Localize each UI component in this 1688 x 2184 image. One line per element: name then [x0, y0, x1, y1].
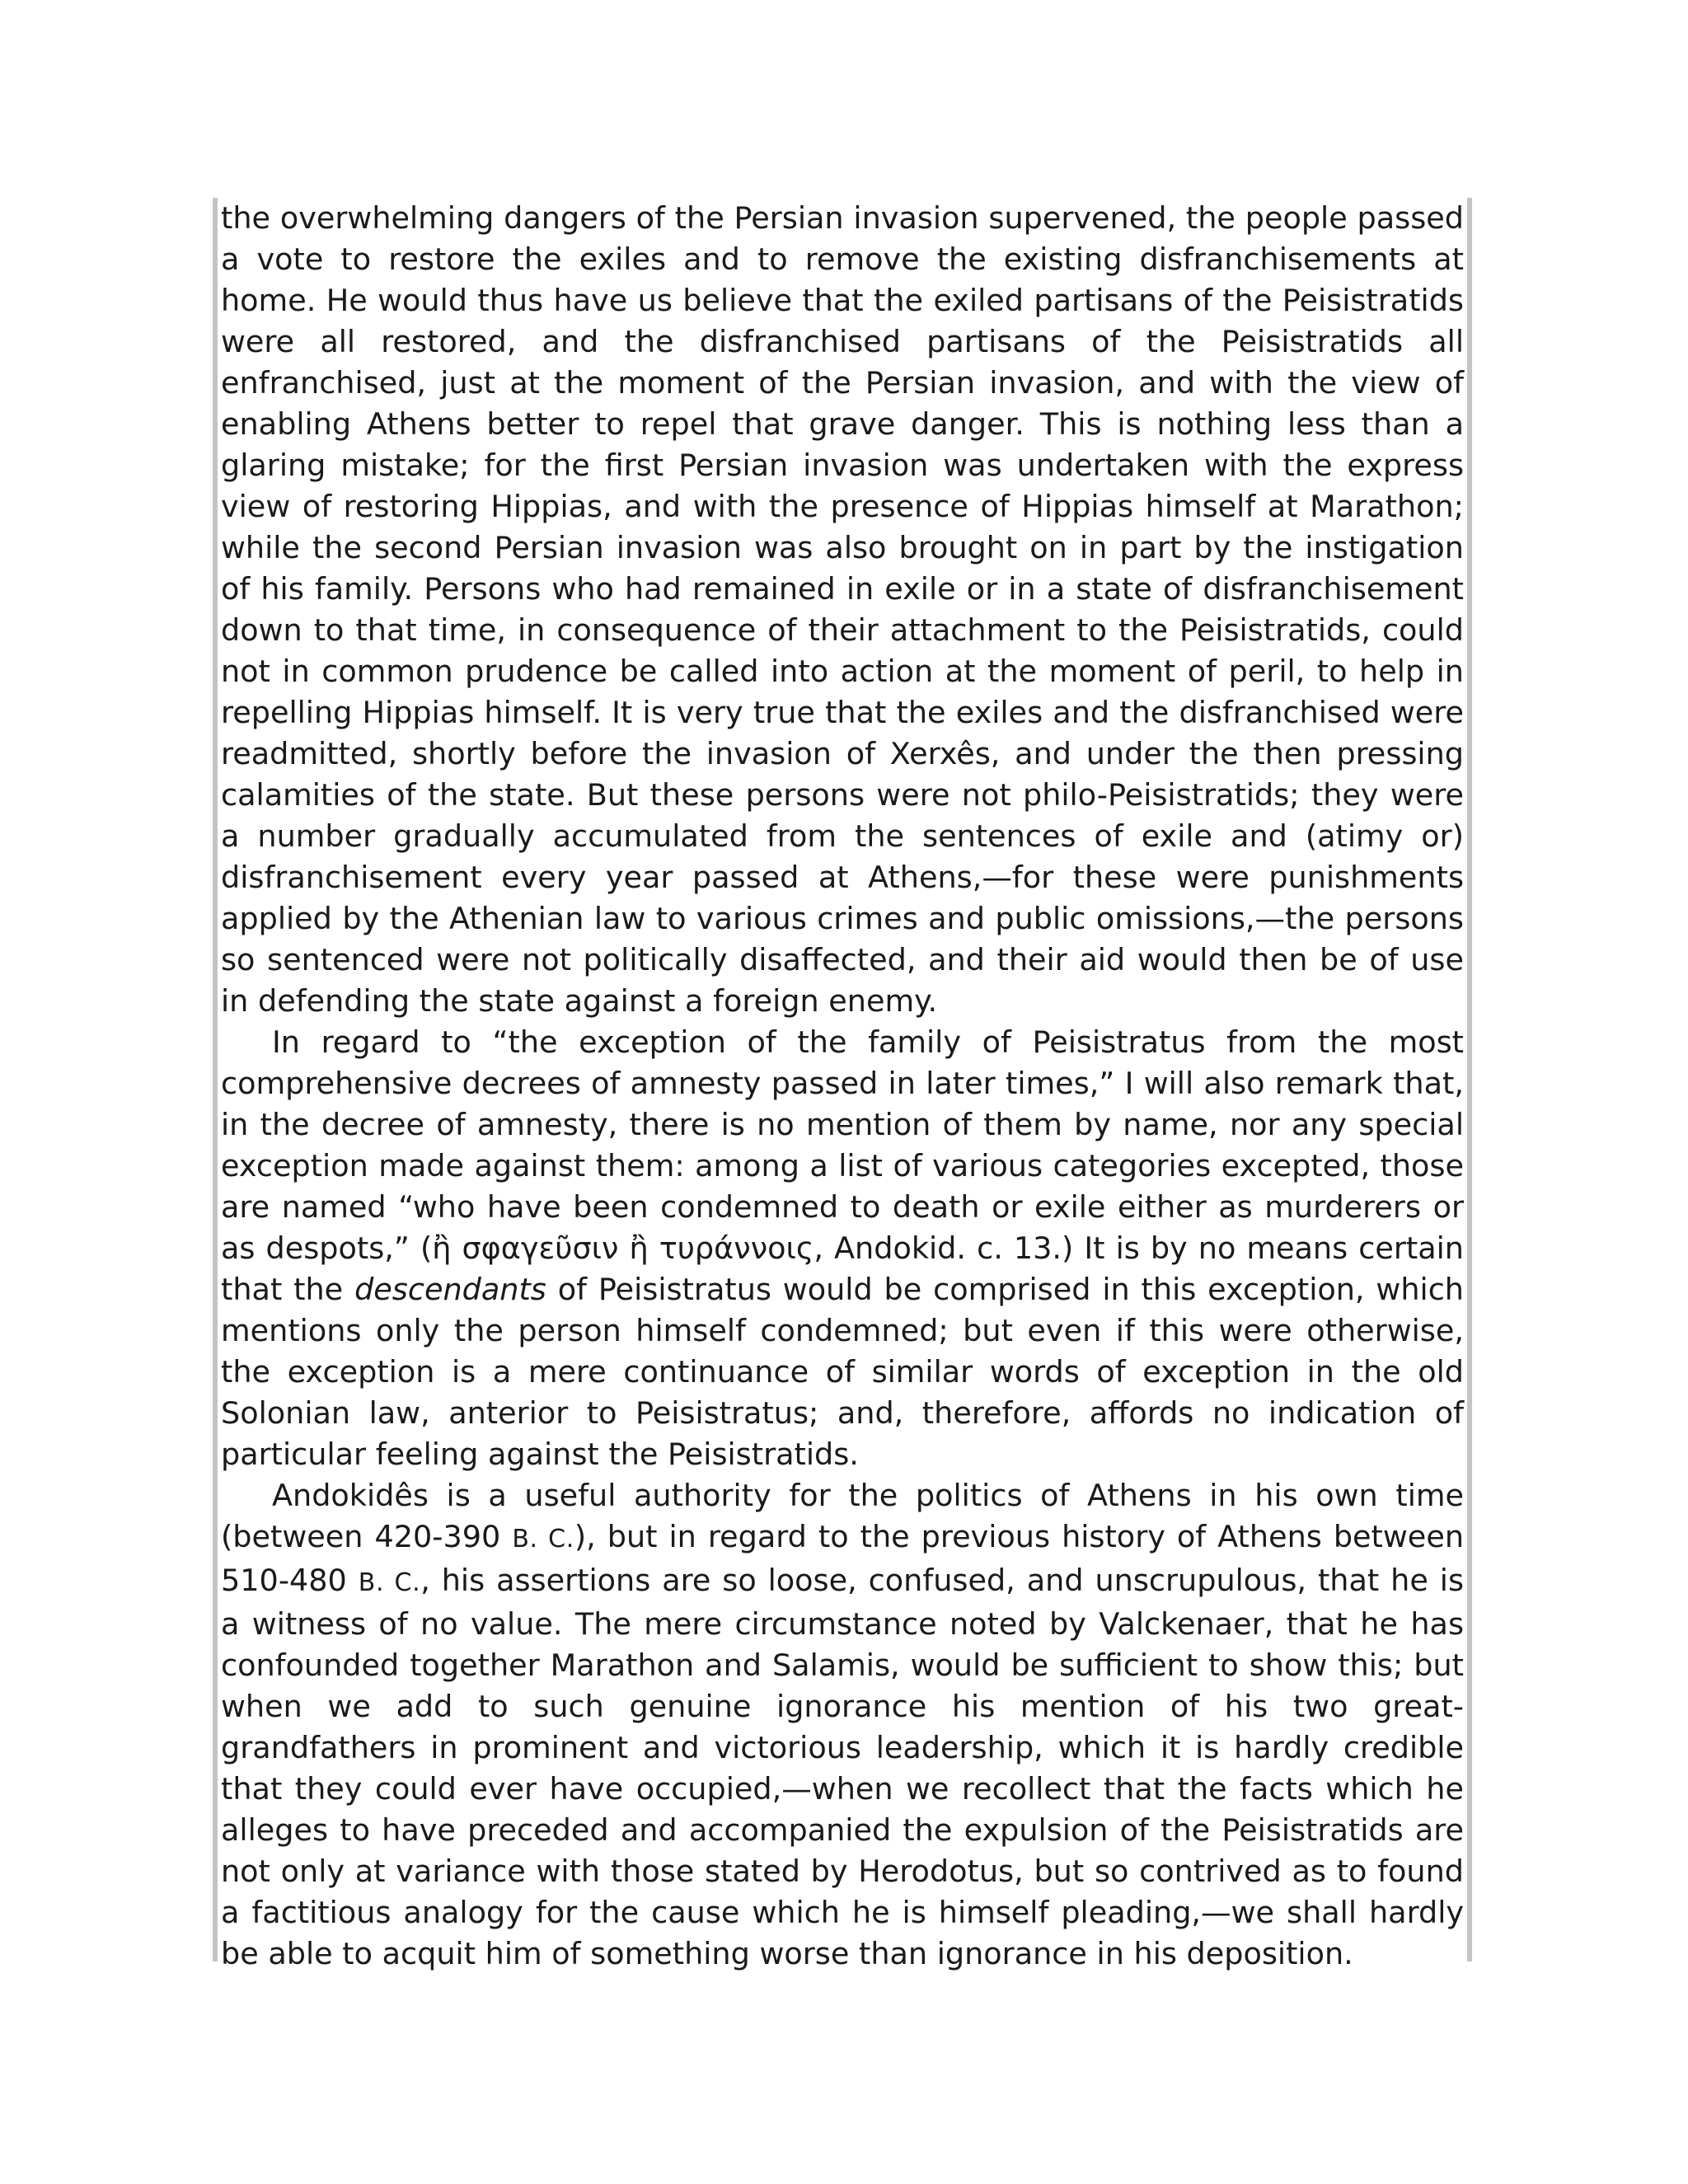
- paragraph-3-era-2: B. C.: [358, 1568, 421, 1597]
- paragraph-3-era-1: B. C.: [512, 1525, 574, 1554]
- paragraph-3: [221, 1475, 1464, 1975]
- paragraph-2-part-2: of Peisistratus would be comprised in this exception, which mentions only the person himself condemned; but even if this were otherwise, the exception is a mere continuance of similar words of exception in the old Solonian law, anterior to Peisistratus; and, therefore, affords no indication of particular feeling against the Peisistratids.: [221, 1272, 1464, 1472]
- paragraph-1-text: the overwhelming dangers of the Persian invasion supervened, the people passed a vote to restore the exiles and to remove the existing disfranchisements at home. He would thus have us believe that the exiled partisans of the Peisistratids were all restored, and the disfranchised partisans of the Peisistratids all enfranchised, just at the moment of the Persian invasion, and with the view of enabling Athens better to repel that grave danger. This is nothing less than a glaring mistake; for the first Persian invasion was undertaken with the express view of restoring Hippias, and with the presence of Hippias himself at Marathon; while the second Persian invasion was also brought on in part by the instigation of his family. Persons who had remained in exile or in a state of disfranchisement down to that time, in consequence of their attachment to the Peisistratids, could not in common prudence be called into action at the moment of peril, to help in repelling Hippias himself. It is very true that the exiles and the disfranchised were readmitted, shortly before the invasion of Xerxês, and under the then pressing calamities of the state. But these persons were not philo-Peisistratids; they were a number gradually accumulated from the sentences of exile and (atimy or) disfranchisement every year passed at Athens,—for these were punishments applied by the Athenian law to various crimes and public omissions,—the persons so sentenced were not politically disaffected, and their aid would then be of use in defending the state against a foreign enemy.: [221, 200, 1464, 1019]
- paragraph-3-part-2: ), but in regard to the previous history of Athens between 510-480: [221, 1519, 1465, 1598]
- paragraph-2: [221, 1022, 1464, 1475]
- paragraph-1: [221, 198, 1464, 1022]
- paragraph-2-emphasis: descendants: [354, 1272, 546, 1307]
- text-column: [221, 198, 1464, 1975]
- paragraph-2-part-1: In regard to “the exception of the family of Peisistratus from the most comprehensive decrees of amnesty passed in later times,” I will also remark that, in the decree of amnesty, there is no mention of them by name, nor any special exception made against them: among a list of various categories excepted, those are named “who have been condemned to death or exile either as murderers or as despots,” (ἢ σφαγεῦσιν ἢ τυράννοις, Andokid. c. 13.) It is by no means certain that the: [221, 1024, 1464, 1307]
- paragraph-3-part-3: , his assertions are so loose, confused, and unscrupulous, that he is a witness of no value. The mere circumstance noted by Valckenaer, that he has confounded together Marathon and Salamis, would be sufficient to show this; but when we add to such genuine ignorance his mention of his two great-grandfathers in prominent and victorious leadership, which it is hardly credible that they could ever have occupied,—when we recollect that the facts which he alleges to have preceded and accompanied the expulsion of the Peisistratids are not only at variance with those stated by Herodotus, but so contrived as to found a factitious analogy for the cause which he is himself pleading,—we shall hardly be able to acquit him of something worse than ignorance in his deposition.: [221, 1563, 1464, 1971]
- page: [213, 198, 1472, 1971]
- paragraph-3-part-1: Andokidês is a useful authority for the politics of Athens in his own time (between 420-390: [221, 1478, 1464, 1554]
